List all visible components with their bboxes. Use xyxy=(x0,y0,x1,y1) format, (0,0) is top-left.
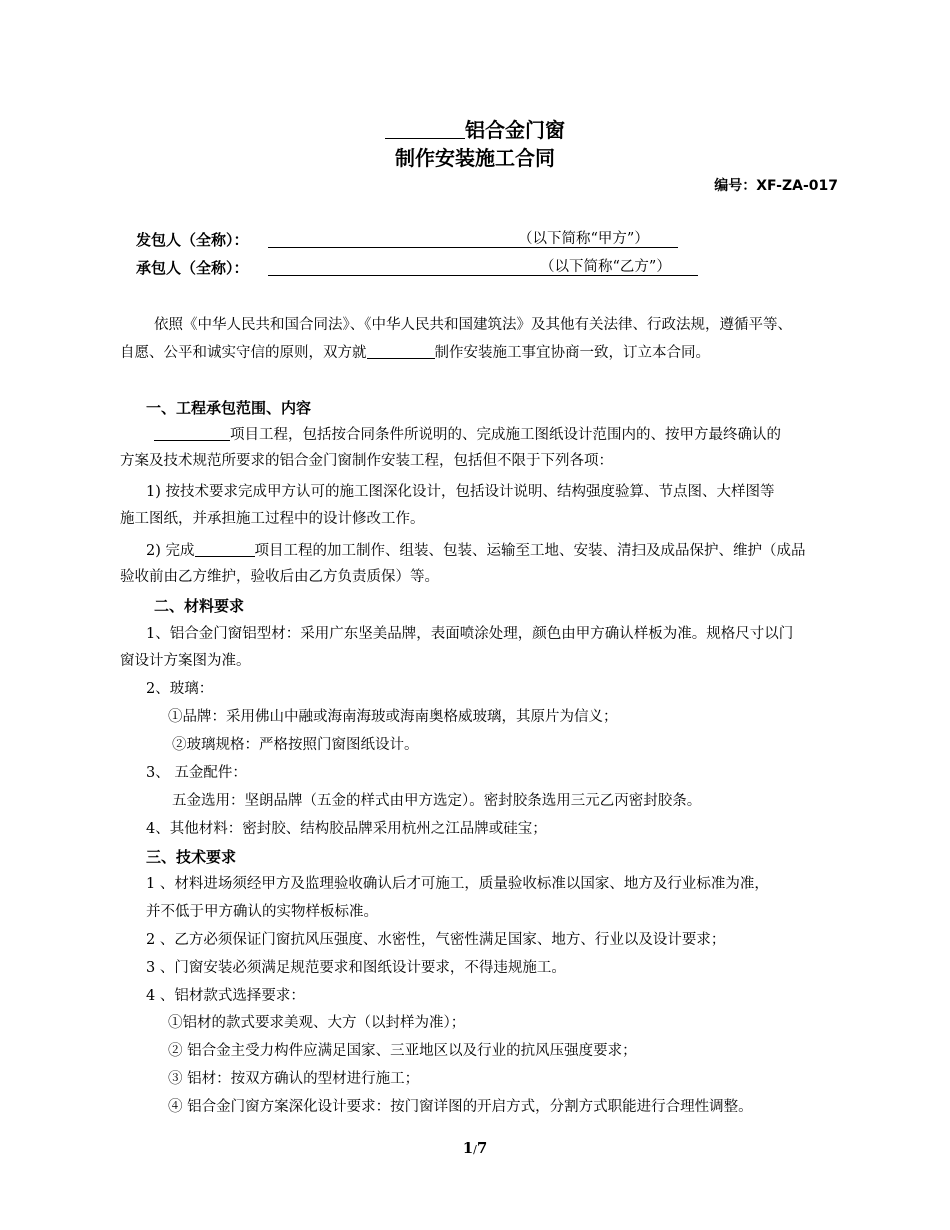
s2-m3-hardware: 五金选用：坚朗品牌（五金的样式由甲方选定）。密封胶条选用三元乙丙密封胶条。 xyxy=(172,793,702,809)
intro-line-1: 依照《中华人民共和国合同法》、《中华人民共和国建筑法》及其他有关法律、行政法规，遵循平等、 xyxy=(154,317,792,333)
s3-t4-c: ③ 铝材：按双方确认的型材进行施工； xyxy=(168,1071,420,1087)
title-blank xyxy=(385,122,465,139)
s3-t4-a: ①铝材的款式要求美观、大方（以封样为准）； xyxy=(168,1015,466,1031)
title-line-2: 制作安装施工合同 xyxy=(395,146,555,170)
intro-blank xyxy=(367,342,435,359)
s1-item-1-line-2: 施工图纸，并承担施工过程中的设计修改工作。 xyxy=(120,511,425,527)
section-1-heading: 一、工程承包范围、内容 xyxy=(146,399,312,417)
s1-item-2-line-2: 验收前由乙方维护，验收后由乙方负责质保）等。 xyxy=(120,569,439,585)
title-line-1 xyxy=(0,114,950,143)
employer-label: 发包人（全称）： xyxy=(136,231,249,249)
title-text-1: 铝合金门窗 xyxy=(465,118,565,142)
s2-m2-brand: ①品牌：采用佛山中融或海南海玻或海南奥格威玻璃，其原片为信义； xyxy=(168,709,618,725)
s2-m3: 3、 五金配件： xyxy=(146,765,247,781)
s1-item-2-line-1 xyxy=(146,540,806,561)
s3-t1-line-1: 1 、材料进场须经甲方及监理验收确认后才可施工，质量验收标准以国家、地方及行业标准为准， xyxy=(146,876,769,892)
employer-field[interactable] xyxy=(268,229,678,248)
s1-p1-text-a: 项目工程，包括按合同条件所说明的、完成施工图纸设计范围内的、按甲方最终确认的 xyxy=(230,427,781,443)
section-3-heading: 三、技术要求 xyxy=(146,848,237,866)
page-total: 7 xyxy=(476,1139,488,1157)
contractor-line xyxy=(136,257,249,278)
employer-line xyxy=(136,229,249,250)
intro-text-b: 制作安装施工事宜协商一致，订立本合同。 xyxy=(434,345,710,361)
contractor-field[interactable] xyxy=(268,257,698,276)
s3-t4-b: ② 铝合金主受力构件应满足国家、三亚地区以及行业的抗风压强度要求； xyxy=(168,1043,637,1059)
s1-p1-line-2: 方案及技术规范所要求的铝合金门窗制作安装工程，包括但不限于下列各项： xyxy=(120,453,613,469)
s3-t1-line-2: 并不低于甲方确认的实物样板标准。 xyxy=(146,904,378,920)
s1-item-2-blank xyxy=(195,540,255,557)
s3-t4-d: ④ 铝合金门窗方案深化设计要求：按门窗详图的开启方式，分割方式职能进行合理性调整。 xyxy=(168,1099,753,1115)
s1-p1-line-1 xyxy=(154,424,781,445)
s1-project-blank xyxy=(154,424,230,441)
intro-text-a: 自愿、公平和诚实守信的原则，双方就 xyxy=(120,345,367,361)
s1-item-2-text-a: 2) 完成 xyxy=(146,543,195,559)
page-separator: / xyxy=(473,1143,477,1156)
contractor-note: （以下简称“乙方”） xyxy=(540,259,671,275)
s2-m2: 2、玻璃： xyxy=(146,681,214,697)
page-number xyxy=(0,1139,950,1157)
s2-m1-line-1: 1、铝合金门窗铝型材：采用广东坚美品牌，表面喷涂处理，颜色由甲方确认样板为准。规格尺寸以门 xyxy=(146,626,794,642)
document-code: 编号：XF-ZA-017 xyxy=(714,178,838,194)
s2-m1-line-2: 窗设计方案图为准。 xyxy=(120,653,251,669)
s3-t4: 4 、铝材款式选择要求： xyxy=(146,988,305,1004)
s2-m2-spec: ②玻璃规格：严格按照门窗图纸设计。 xyxy=(172,737,419,753)
section-2-heading: 二、材料要求 xyxy=(154,597,245,615)
employer-note: （以下简称“甲方”） xyxy=(518,231,649,247)
intro-line-2 xyxy=(120,342,710,363)
page-current: 1 xyxy=(462,1139,474,1157)
contractor-label: 承包人（全称）： xyxy=(136,259,249,277)
s2-m4: 4、其他材料：密封胶、结构胶品牌采用杭州之江品牌或硅宝； xyxy=(146,821,547,837)
s3-t2: 2 、乙方必须保证门窗抗风压强度、水密性，气密性满足国家、地方、行业以及设计要求； xyxy=(146,932,726,948)
s3-t3: 3 、门窗安装必须满足规范要求和图纸设计要求，不得违规施工。 xyxy=(146,960,566,976)
s1-item-2-text-b: 项目工程的加工制作、组装、包装、运输至工地、安装、清扫及成品保护、维护（成品 xyxy=(254,543,806,559)
s1-item-1-line-1: 1) 按技术要求完成甲方认可的施工图深化设计，包括设计说明、结构强度验算、节点图、大样图等 xyxy=(146,484,775,500)
